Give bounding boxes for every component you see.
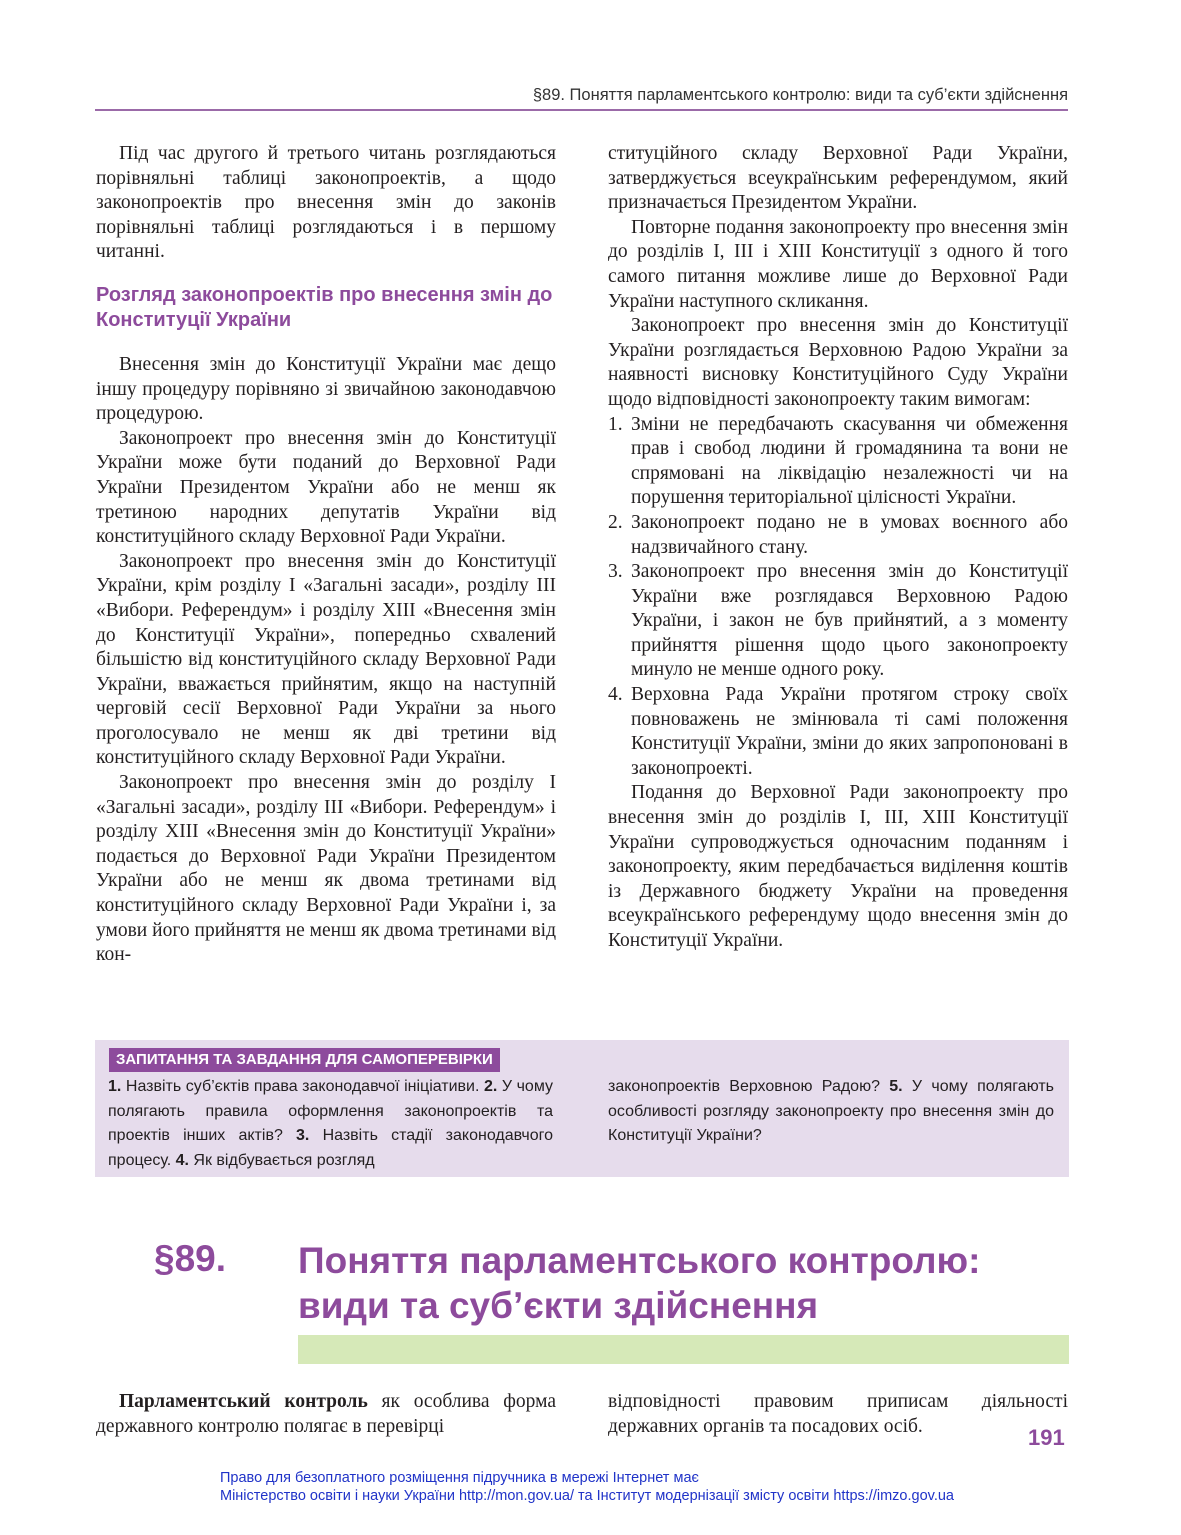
- list-text: Законопроект про внесення змін до Конституції України вже розглядався Верховною Радою України, і закон не був прийнятий, а з моменту прийняття рішення щодо цього законопроекту минуло не менше одного року.: [631, 561, 1068, 681]
- running-header: §89. Поняття парламентського контролю: види та суб’єкти здійснення: [532, 86, 1068, 104]
- left-column: [96, 142, 556, 968]
- requirements-list: [608, 413, 1068, 782]
- right-column: [608, 142, 1068, 954]
- question: У чому полягають правила оформлення законопроектів та проектів інших актів?: [108, 1078, 553, 1144]
- question-number: 3.: [296, 1127, 310, 1144]
- section-right-column: [608, 1390, 1068, 1439]
- section-left-column: [96, 1390, 556, 1439]
- header-divider: [95, 109, 1068, 111]
- footer-line: Право для безоплатного розміщення підручника в мережі Інтернет має: [220, 1470, 699, 1486]
- paragraph: відповідності правовим приписам діяльності державних органів та посадових осіб.: [608, 1391, 1068, 1437]
- question-number: 1.: [108, 1078, 122, 1095]
- question: У чому полягають особливості розгляду законопроекту про внесення змін до Конституції України?: [608, 1078, 1054, 1144]
- question: Як відбувається розгляд: [188, 1151, 375, 1169]
- list-text: Законопроект подано не в умовах воєнного або надзвичайного стану.: [631, 511, 1068, 558]
- list-item: [608, 683, 1068, 781]
- section-title: Поняття парламентського контролю: види та суб’єкти здійснення: [298, 1240, 981, 1326]
- questions-left: [108, 1075, 553, 1173]
- list-item: [608, 560, 1068, 683]
- list-item: [608, 511, 1068, 560]
- section-title-bar: [298, 1335, 1069, 1364]
- list-number: 3.: [608, 561, 623, 583]
- paragraph-text: як особлива форма державного контролю полягає в перевірці: [96, 1391, 556, 1437]
- paragraph: [96, 1390, 556, 1439]
- footer-notice: [220, 1469, 954, 1505]
- question-number: 2.: [483, 1078, 498, 1095]
- question-number: 4.: [175, 1151, 189, 1169]
- list-number: 1.: [608, 413, 623, 435]
- paragraph: Повторне подання законопроекту про внесення змін до розділів I, III і XIII Конституції з одного й того самого питання можливе лише до Верховної Ради України наступного скликання.: [608, 216, 1068, 312]
- subheading: Розгляд законопроектів про внесення змін до Конституції України: [96, 283, 553, 331]
- paragraph: Внесення змін до Конституції України має дещо іншу процедуру порівняно зі звичайною законодавчою процедурою.: [96, 353, 556, 425]
- paragraph: Під час другого й третього читань розглядаються порівняльні таблиці законопроектів, а щодо законопроектів про внесення змін до законів порівняльні таблиці розглядаються і в першому читанні.: [96, 143, 556, 263]
- questions-right: [608, 1075, 1054, 1149]
- self-check-box: [95, 1040, 1069, 1177]
- page-number: 191: [1028, 1425, 1065, 1450]
- question: Назвіть стадії законодавчого процесу.: [108, 1127, 553, 1169]
- list-number: 2.: [608, 511, 623, 533]
- question: Назвіть суб’єктів права законодавчої ініціативи.: [121, 1078, 484, 1095]
- question: законопроектів Верховною Радою?: [608, 1078, 890, 1095]
- self-check-title: ЗАПИТАННЯ ТА ЗАВДАННЯ ДЛЯ САМОПЕРЕВІРКИ: [109, 1048, 500, 1072]
- question-number: 5.: [889, 1078, 903, 1095]
- list-item: [608, 413, 1068, 511]
- list-text: Зміни не передбачають скасування чи обмеження прав і свобод людини й громадянина та вони не спрямовані на ліквідацію незалежності чи на порушення територіальної цілісності України.: [631, 413, 1068, 509]
- paragraph: Законопроект про внесення змін до Конституції України, крім розділу I «Загальні засади», розділу III «Вибори. Референдум» і розділу XIII «Внесення змін до Конституції України», попередньо схвалений більшістю від конституційного складу Верховної Ради України, вважається прийнятим, якщо на наступній черговій сесії Верховної Ради України за нього проголосувало не менш як дві третини від конституційного складу Верховної Ради України.: [96, 550, 556, 769]
- paragraph: Законопроект про внесення змін до розділу I «Загальні засади», розділу III «Вибори. Референдум» і розділу XIII «Внесення змін до Конституції України» подається до Верховної Ради України Президентом України або не менш як двома третинами від конституційного складу Верховної Ради України і, за умови його прийняття не менш як двома третинами від кон-: [96, 772, 556, 966]
- paragraph: ституційного складу Верховної Ради України, затверджується всеукраїнським референдумом, який призначається Президентом України.: [608, 143, 1068, 214]
- list-number: 4.: [608, 684, 623, 706]
- paragraph: Подання до Верховної Ради законопроекту про внесення змін до розділів I, III, XIII Конституції України супроводжується одночасним поданням і законопроекту, яким передбачається виділення коштів із Державного бюджету України на проведення всеукраїнського референдуму щодо внесення змін до Конституції України.: [608, 782, 1068, 951]
- list-text: Верховна Рада України протягом строку своїх повноважень не змінювала ті самі положення Конституції України, зміни до яких запропоновані в законопроекті.: [631, 684, 1068, 779]
- term: Парламентський контроль: [119, 1391, 368, 1412]
- paragraph: Законопроект про внесення змін до Конституції України може бути поданий до Верховної Ради України Президентом України або не менш як третиною народних депутатів України від конституційного складу Верховної Ради України.: [96, 427, 556, 548]
- section-number: §89.: [154, 1238, 227, 1279]
- paragraph: Законопроект про внесення змін до Конституції України розглядається Верховною Радою України за наявності висновку Конституційного Суду України щодо відповідності законопроекту таким вимогам:: [608, 315, 1068, 410]
- footer-line: Міністерство освіти і науки України http://mon.gov.ua/ та Інститут модернізації змісту освіти https://imzo.gov.ua: [220, 1488, 954, 1504]
